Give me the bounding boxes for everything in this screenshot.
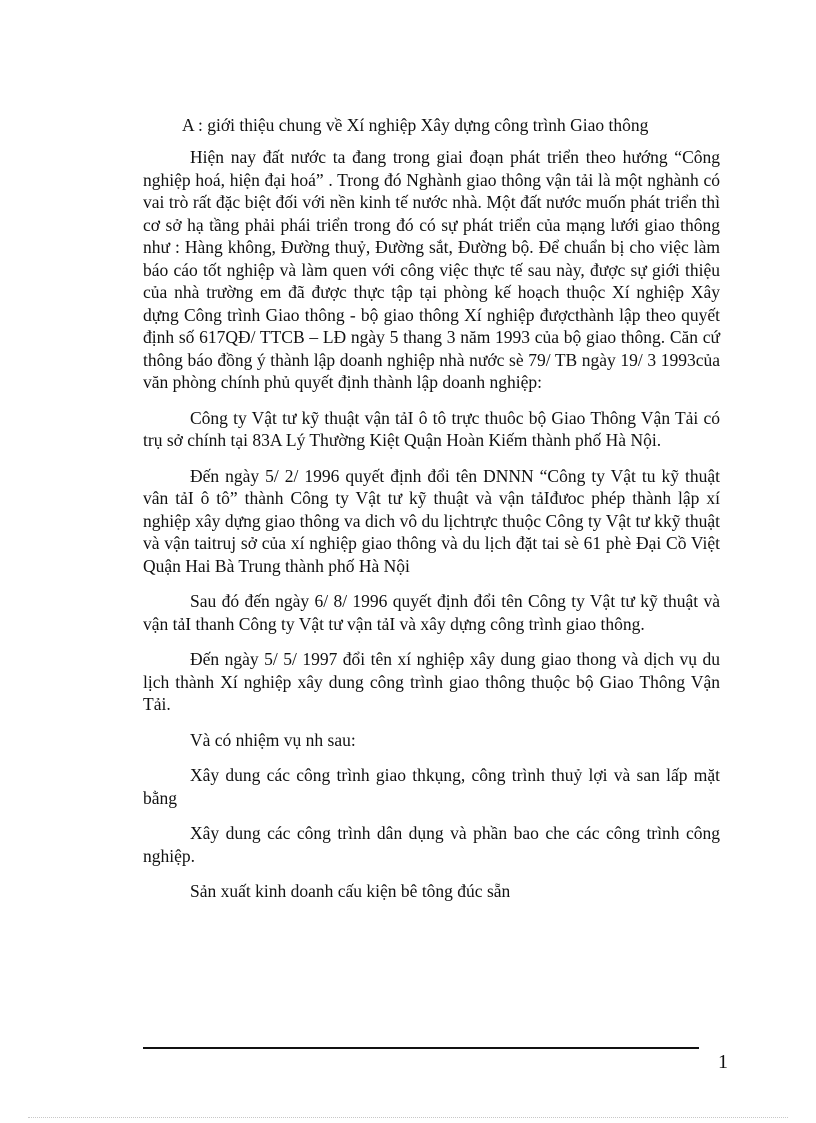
- paragraph-duty-1: Xây dung các công trình giao thkụng, công trình thuỷ lợi và san lấp mặt bằng: [143, 765, 720, 808]
- page-break-line: [28, 1117, 788, 1118]
- paragraph-rename-1996-feb: Đến ngày 5/ 2/ 1996 quyết định đổi tên DNNN “Công ty Vật tu kỹ thuật vân tảI ô tô” thành Công ty Vật tư kỹ thuật và vận tảIđưoc phép thành lập xí nghiệp xây dựng giao thông va dich vô du lịchtrực thuộc Công ty Vật tư kkỹ thuật và vận taitruj sở của xí nghiệp giao thông và du lịch đặt tai sè 61 phè Đại Cồ Việt Quận Hai Bà Trung thành phố Hà Nội: [143, 465, 720, 576]
- paragraph-duty-2: Xây dung các công trình dân dụng và phần bao che các công trình công nghiệp.: [143, 823, 720, 866]
- body-text: [143, 146, 720, 916]
- paragraph-duties-intro: Và có nhiệm vụ nh sau:: [190, 729, 356, 750]
- paragraph-company: Công ty Vật tư kỹ thuật vận tảI ô tô trực thuôc bộ Giao Thông Vận Tải có trụ sở chính tại 83A Lý Thường Kiệt Quận Hoàn Kiếm thành phố Hà Nội.: [143, 407, 720, 450]
- paragraph-intro: Hiện nay đất nước ta đang trong giai đoạn phát triển theo hướng “Công nghiệp hoá, hiện đại hoá” . Trong đó Nghành giao thông vận tải là một nghành có vai trò rất đặc biệt đối với nền kinh tế nước nhà. Một đất nước muốn phát triển thì cơ sở hạ tầng phải phái triển trong đó có sự phát triển của mạng lưới giao thông như : Hàng không, Đường thuỷ, Đường sắt, Đường bộ. Để chuẩn bị cho việc làm báo cáo tốt nghiệp và làm quen với công việc thực tế sau này, được sự giới thiệu của nhà trường em đã được thực tập tại phòng kế hoạch thuộc Xí nghiệp Xây dựng Công trình Giao thông - bộ giao thông Xí nghiệp đượcthành lập theo quyết định số 617QĐ/ TTCB – LĐ ngày 5 thang 3 năm 1993 của bộ giao thông. Căn cứ thông báo đồng ý thành lập doanh nghiệp nhà nước sè 79/ TB ngày 19/ 3 1993của văn phòng chính phủ quyết định thành lập doanh nghiệp:: [143, 147, 720, 392]
- page-number: 1: [718, 1051, 728, 1073]
- section-title: A : giới thiệu chung về Xí nghiệp Xây dựng công trình Giao thông: [182, 115, 649, 135]
- paragraph-duty-3: Sản xuất kinh doanh cấu kiện bê tông đúc sẵn: [190, 881, 511, 901]
- paragraph-rename-1997: Đến ngày 5/ 5/ 1997 đổi tên xí nghiệp xây dung giao thong và dịch vụ du lịch thành Xí nghiệp xây dung công trình giao thông thuộc bộ Giao Thông Vận Tải.: [143, 649, 720, 714]
- footer-divider: [143, 1047, 699, 1049]
- paragraph-rename-1996-aug: Sau đó đến ngày 6/ 8/ 1996 quyết định đổi tên Công ty Vật tư kỹ thuật và vận tảI thanh Công ty Vật tư vận tảI và xây dựng công trình giao thông.: [143, 591, 720, 634]
